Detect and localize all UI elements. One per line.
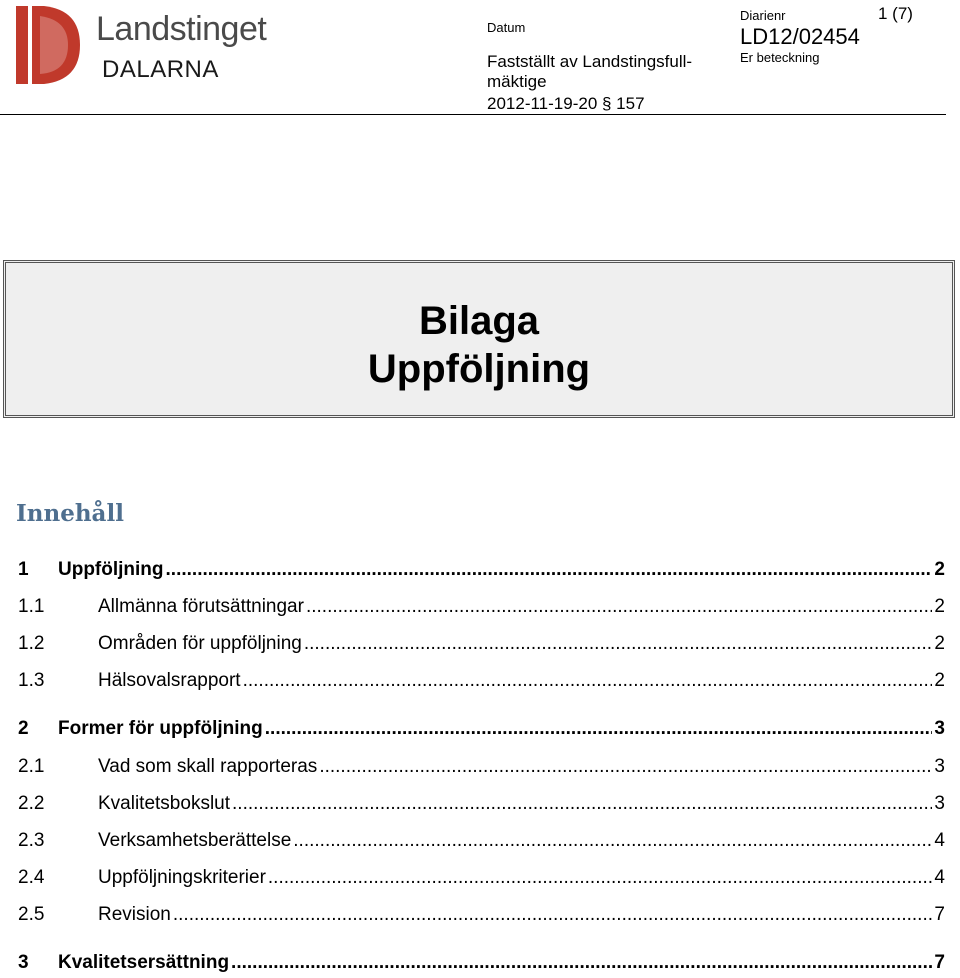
toc-entry-page: 2 xyxy=(934,596,945,617)
toc-entry[interactable] xyxy=(18,793,945,815)
toc-entry-number: 1.1 xyxy=(18,596,45,617)
toc-entry-number: 2 xyxy=(18,718,29,739)
toc-entry-page: 4 xyxy=(934,830,945,851)
toc-entry-label: Kvalitetsersättning xyxy=(58,952,230,973)
toc-entry[interactable] xyxy=(18,904,945,926)
toc-entry-number: 2.4 xyxy=(18,867,45,888)
toc-leader-dots xyxy=(166,559,933,581)
toc-heading: Innehåll xyxy=(16,500,124,527)
toc-leader-dots xyxy=(268,867,933,889)
toc-entry-number: 2.5 xyxy=(18,904,45,925)
toc-entry-label: Verksamhetsberättelse xyxy=(98,830,292,851)
toc-entry-page: 2 xyxy=(934,559,945,580)
toc-leader-dots xyxy=(173,904,933,926)
toc-entry[interactable] xyxy=(18,830,945,852)
toc-entry-number: 2.3 xyxy=(18,830,45,851)
toc-entry-page: 3 xyxy=(934,718,945,739)
er-beteckning-label: Er beteckning xyxy=(740,50,820,65)
toc-entry[interactable] xyxy=(18,718,945,740)
toc-entry-label: Områden för uppföljning xyxy=(98,633,302,654)
toc-entry[interactable] xyxy=(18,756,945,778)
faststallt-date: 2012-11-19-20 § 157 xyxy=(487,94,645,113)
header-divider xyxy=(0,114,946,115)
title-box xyxy=(3,260,955,418)
toc-entry[interactable] xyxy=(18,867,945,889)
toc-entry-page: 3 xyxy=(934,756,945,777)
toc-entry-number: 1.3 xyxy=(18,670,45,691)
datum-label: Datum xyxy=(487,20,526,35)
toc-entry-page: 3 xyxy=(934,793,945,814)
toc-leader-dots xyxy=(293,830,932,852)
toc-entry-page: 7 xyxy=(934,904,945,925)
faststallt-line1: Fastställt av Landstingsfull- xyxy=(487,52,693,71)
toc-entry-label: Uppföljningskriterier xyxy=(98,867,266,888)
toc-entry[interactable] xyxy=(18,952,945,974)
toc-entry-page: 2 xyxy=(934,633,945,654)
toc-leader-dots xyxy=(232,793,932,815)
toc-entry-label: Hälsovalsrapport xyxy=(98,670,241,691)
toc-entry-page: 7 xyxy=(934,952,945,973)
diarienr-value: LD12/02454 xyxy=(740,24,860,49)
title-uppfoljning: Uppföljning xyxy=(367,347,591,391)
toc-entry-label: Allmänna förutsättningar xyxy=(98,596,304,617)
toc-entry[interactable] xyxy=(18,559,945,581)
toc-entry-number: 2.1 xyxy=(18,756,45,777)
toc-entry-label: Uppföljning xyxy=(58,559,164,580)
toc-entry-label: Vad som skall rapporteras xyxy=(98,756,318,777)
toc-entry-page: 2 xyxy=(934,670,945,691)
toc-entry[interactable] xyxy=(18,633,945,655)
toc-entry-number: 2.2 xyxy=(18,793,45,814)
logo-text-landstinget: Landstinget xyxy=(96,10,267,48)
toc-entry[interactable] xyxy=(18,596,945,618)
toc-entry[interactable] xyxy=(18,670,945,692)
toc-entry-page: 4 xyxy=(934,867,945,888)
toc-entry-number: 1.2 xyxy=(18,633,45,654)
toc-entry-number: 1 xyxy=(18,559,29,580)
toc-entry-label: Former för uppföljning xyxy=(58,718,263,739)
toc-leader-dots xyxy=(304,633,933,655)
toc-leader-dots xyxy=(243,670,933,692)
toc-leader-dots xyxy=(265,718,933,740)
title-bilaga: Bilaga xyxy=(418,299,540,343)
diarienr-label: Diarienr xyxy=(740,8,786,23)
toc-entry-label: Revision xyxy=(98,904,171,925)
landstinget-logo xyxy=(14,2,267,88)
toc-entry-label: Kvalitetsbokslut xyxy=(98,793,231,814)
toc-leader-dots xyxy=(319,756,932,778)
faststallt-line2: mäktige xyxy=(487,72,547,91)
toc-leader-dots xyxy=(306,596,932,618)
toc-entry-number: 3 xyxy=(18,952,29,973)
logo-text-dalarna: DALARNA xyxy=(102,56,219,83)
logo-mark-icon xyxy=(14,2,84,88)
toc-leader-dots xyxy=(231,952,932,974)
page-number: 1 (7) xyxy=(878,4,913,23)
